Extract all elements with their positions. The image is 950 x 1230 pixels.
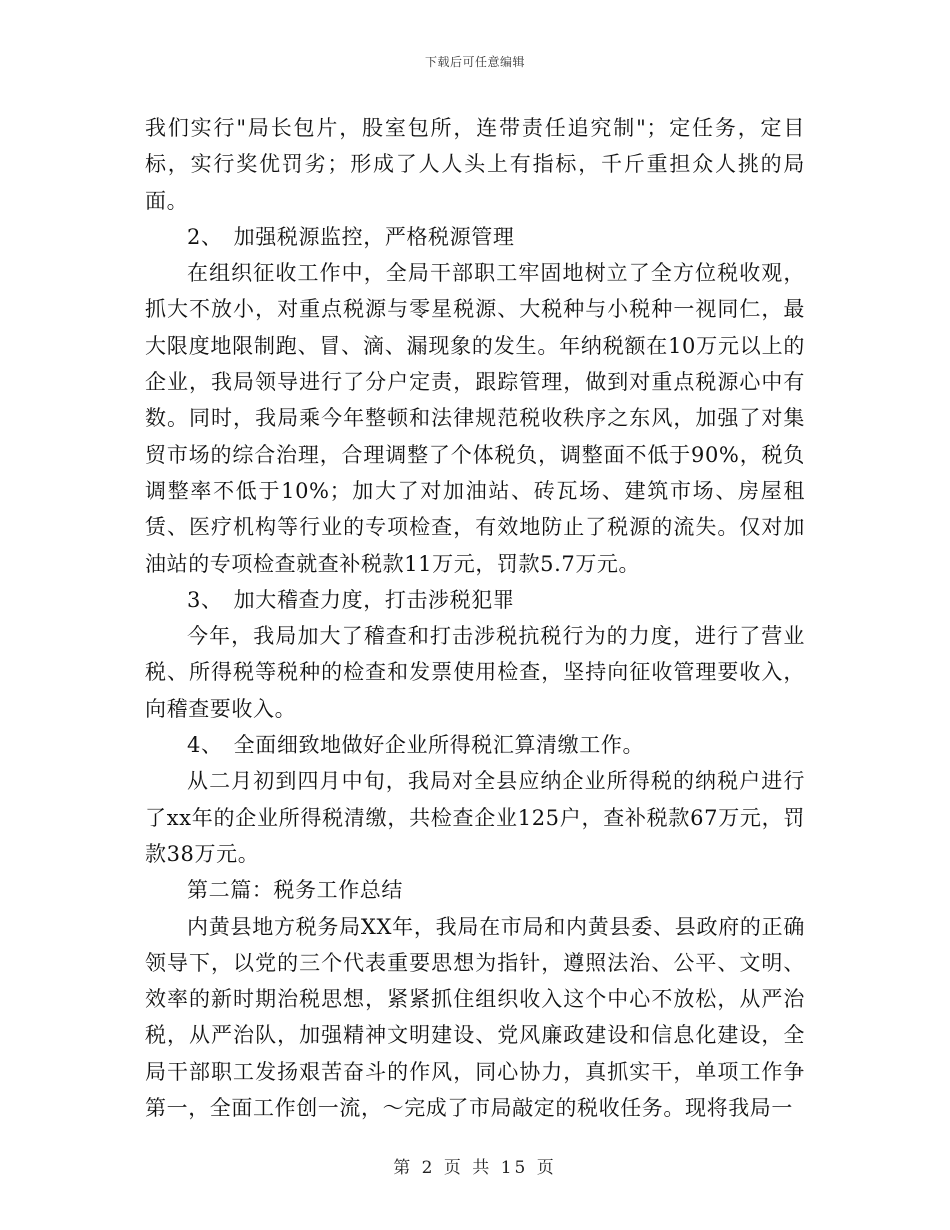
document-body — [145, 110, 805, 1126]
paragraph-inspection: 今年，我局加大了稽查和打击涉税抗税行为的力度，进行了营业税、所得税等税种的检查和发票使用检查，坚持向征收管理要收入，向稽查要收入。 — [145, 624, 805, 721]
section-heading-4: 4、 全面细致地做好企业所得税汇算清缴工作。 — [187, 733, 645, 758]
paragraph-summary: 内黄县地方税务局XX年，我局在市局和内黄县委、县政府的正确领导下，以党的三个代表重要思想为指针，遵照法治、公平、文明、效率的新时期治税思想，紧紧抓住组织收入这个中心不放松，从严治税，从严治队，加强精神文明建设、党风廉政建设和信息化建设，全局干部职工发扬艰苦奋斗的作风，同心协力，真抓实干，单项工作争第一，全面工作创一流，～完成了市局敲定的税收任务。现将我局一 — [145, 914, 805, 1121]
chapter-heading: 第二篇：税务工作总结 — [187, 878, 403, 903]
page-header: 下载后可任意编辑 — [424, 55, 525, 69]
paragraph-income-tax: 从二月初到四月中旬，我局对全县应纳企业所得税的纳税户进行了xx年的企业所得税清缴，共检查企业125户，查补税款67万元，罚款38万元。 — [145, 769, 805, 866]
paragraph-tax-source: 在组织征收工作中，全局干部职工牢固地树立了全方位税收观，抓大不放小，对重点税源与零星税源、大税种与小税种一视同仁，最大限度地限制跑、冒、滴、漏现象的发生。年纳税额在10万元以上的企业，我局领导进行了分户定责，跟踪管理，做到对重点税源心中有数。同时，我局乘今年整顿和法律规范税收秩序之东风，加强了对集贸市场的综合治理，合理调整了个体税负，调整面不低于90%，税负调整率不低于10%；加大了对加油站、砖瓦场、建筑市场、房屋租赁、医疗机构等行业的专项检查，有效地防止了税源的流失。仅对加油站的专项检查就查补税款11万元，罚款5.7万元。 — [145, 261, 805, 576]
paragraph-continuation: 我们实行"局长包片，股室包所，连带责任追究制"；定任务，定目标，实行奖优罚劣；形成了人人头上有指标，千斤重担众人挑的局面。 — [145, 116, 805, 213]
section-heading-2: 2、 加强税源监控，严格税源管理 — [187, 224, 515, 249]
page-footer: 第 2 页 共 15 页 — [393, 1158, 557, 1178]
section-heading-3: 3、 加大稽查力度，打击涉税犯罪 — [187, 587, 515, 612]
